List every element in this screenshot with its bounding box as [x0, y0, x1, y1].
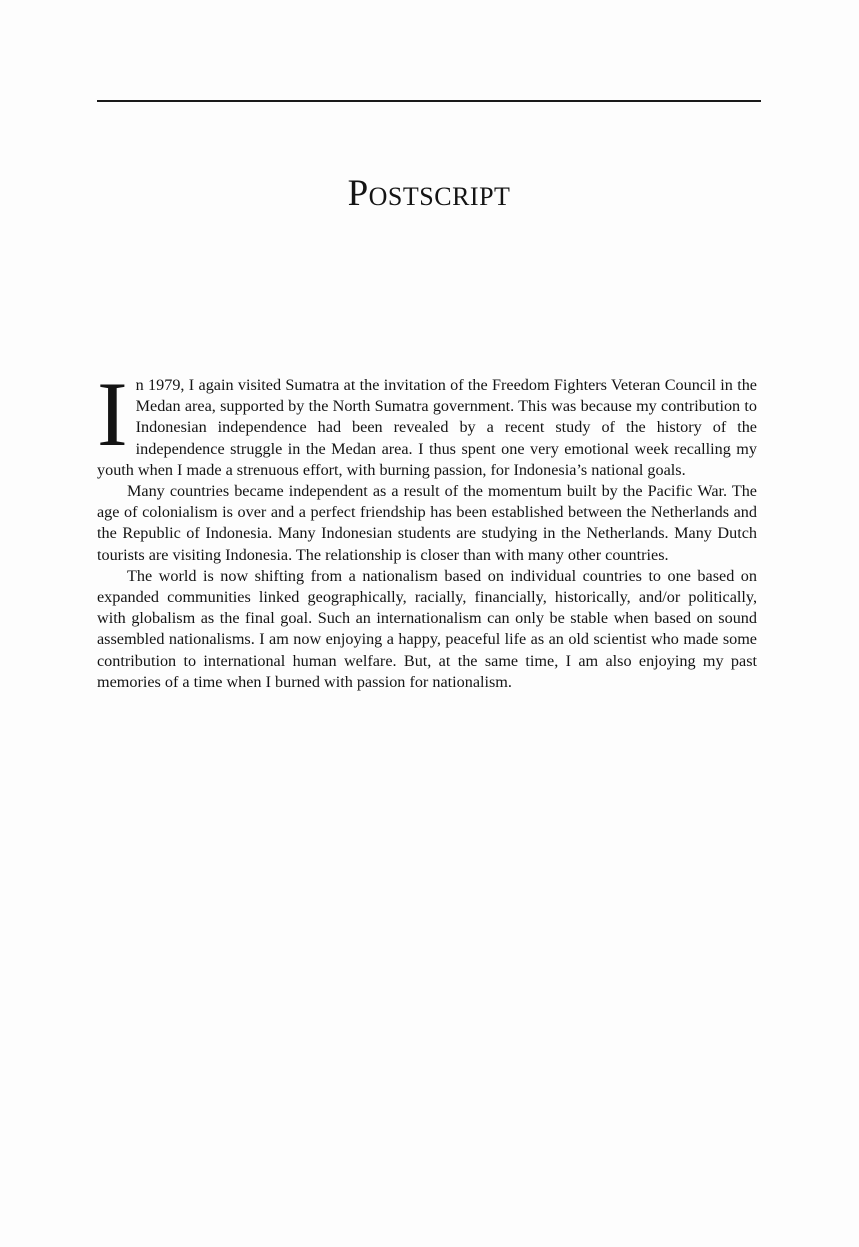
header-rule [97, 100, 761, 102]
paragraph-1 [97, 363, 757, 481]
drop-cap: I [97, 363, 128, 465]
chapter-title: Postscript [347, 173, 511, 214]
paragraph-3: The world is now shifting from a nationalism based on individual countries to one based on expanded communities linked geographically, racially, financially, historically, and/or politically, with globalism as the final goal. Such an internationalism can only be stable when based on sound assembled nationalisms. I am now enjoying a happy, peaceful life as an old scientist who made some contribution to international human welfare. But, at the same time, I am also enjoying my past memories of a time when I burned with passion for nationalism. [97, 566, 757, 691]
paragraph-1-text: n 1979, I again visited Sumatra at the invitation of the Freedom Fighters Veteran Council in the Medan area, supported by the North Sumatra government. This was because my contribution to Indonesian independence had been revealed by a recent study of the history of the independence struggle in the Medan area. I thus spent one very emotional week recalling my youth when I made a strenuous effort, with burning passion, for Indonesia’s national goals. [97, 376, 757, 479]
body-text [97, 363, 757, 693]
paragraph-2: Many countries became independent as a result of the momentum built by the Pacific War. The age of colonialism is over and a perfect friendship has been established between the Netherlands and the Republic of Indonesia. Many Indonesian students are studying in the Netherlands. Many Dutch tourists are visiting Indonesia. The relationship is closer than with many other countries. [97, 482, 757, 564]
